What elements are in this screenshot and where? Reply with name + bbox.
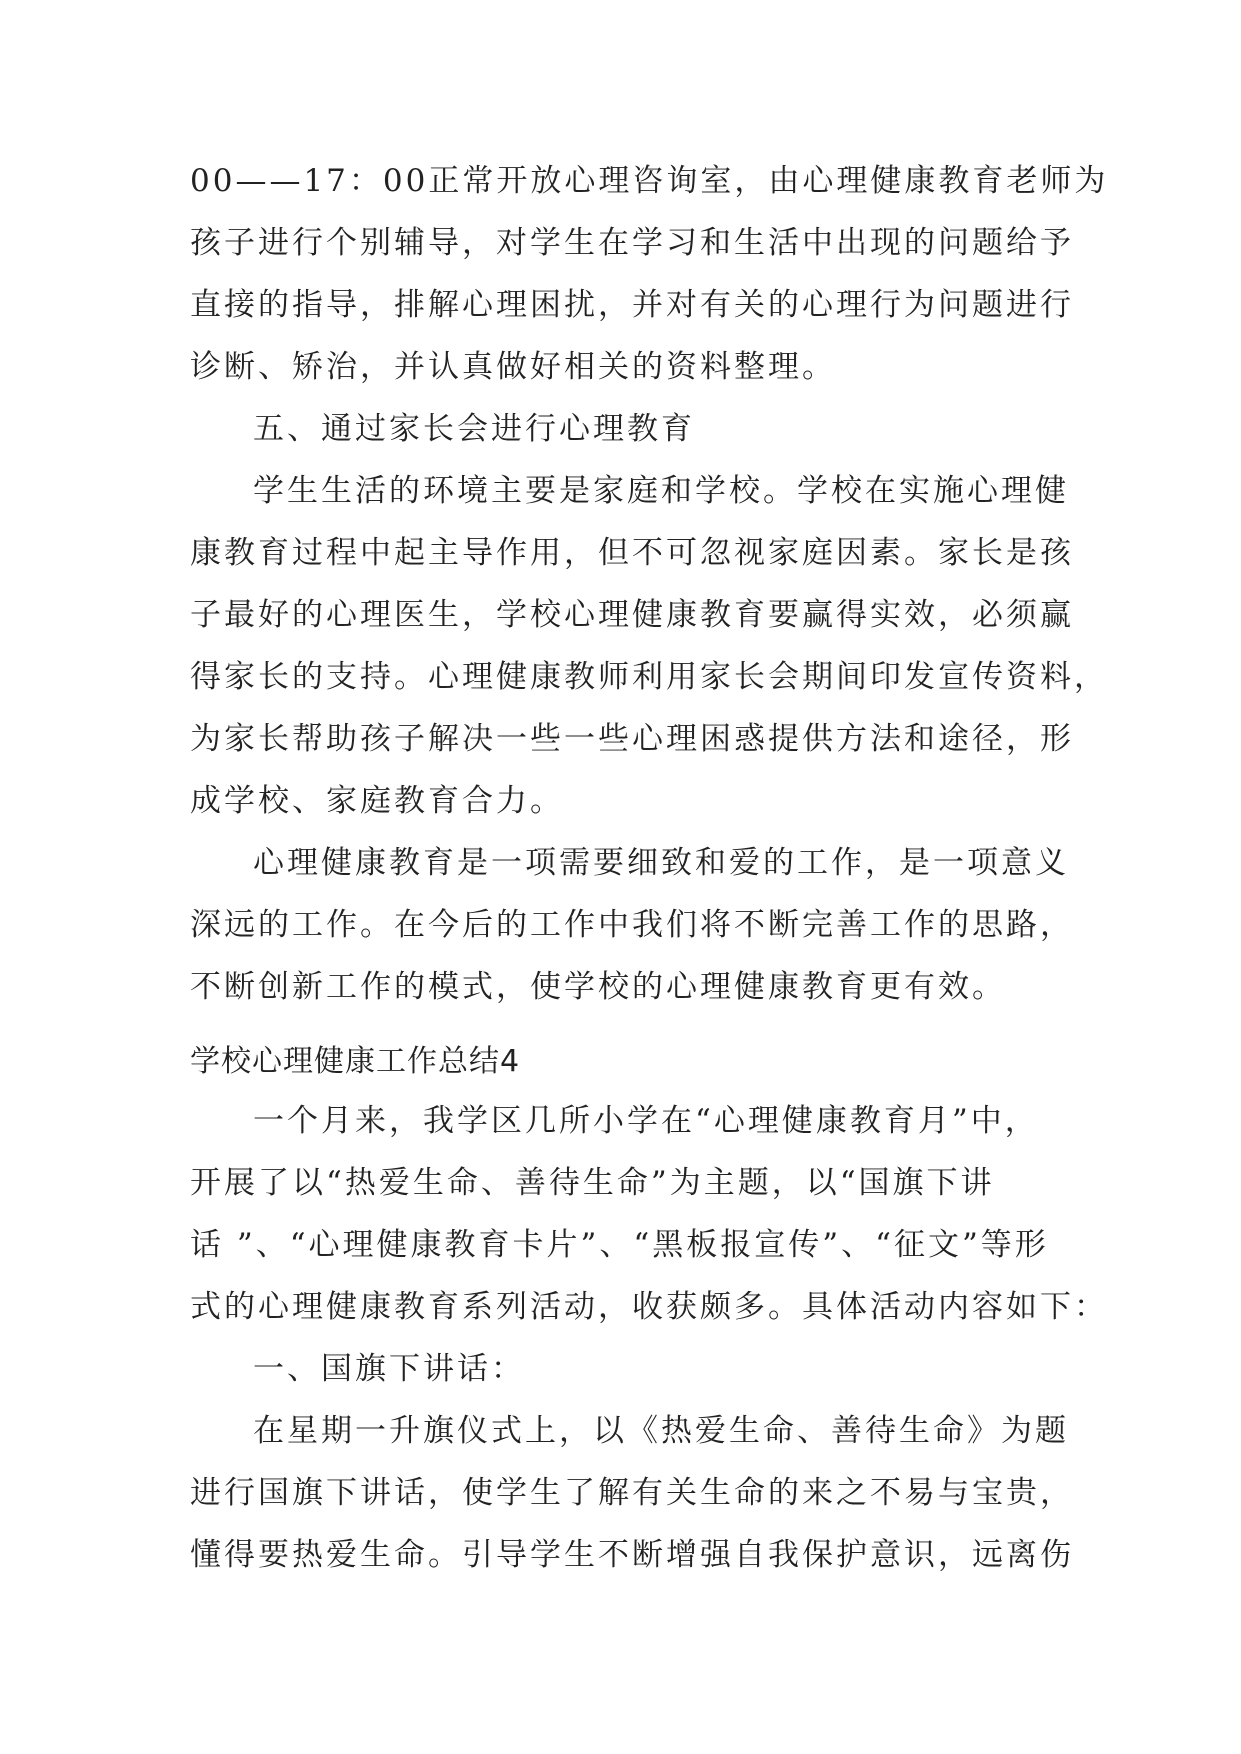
text-line: 深远的工作。在今后的工作中我们将不断完善工作的思路， [190,907,1074,943]
text-line: 式的心理健康教育系列活动，收获颇多。具体活动内容如下： [190,1289,1108,1325]
text-line: 在星期一升旗仪式上，以《热爱生命、善待生命》为题 [253,1413,1069,1449]
text-line: 子最好的心理医生，学校心理健康教育要赢得实效，必须赢 [190,597,1074,633]
text-line: 为家长帮助孩子解决一些一些心理困惑提供方法和途径，形 [190,721,1074,757]
text-line: 孩子进行个别辅导，对学生在学习和生活中出现的问题给予 [190,225,1074,261]
text-line: 直接的指导，排解心理困扰，并对有关的心理行为问题进行 [190,287,1074,323]
text-line: 心理健康教育是一项需要细致和爱的工作，是一项意义 [253,845,1069,881]
section-heading-five: 五、通过家长会进行心理教育 [253,411,695,447]
text-line: 得家长的支持。心理健康教师利用家长会期间印发宣传资料， [190,659,1108,695]
text-line: 00——17：00正常开放心理咨询室，由心理健康教育老师为 [190,163,1109,199]
section-title [190,1031,1066,1093]
body-text-block-2 [190,1090,1108,1586]
text-line: 一个月来，我学区几所小学在“心理健康教育月”中， [253,1103,1039,1139]
section-title-text: 学校心理健康工作总结4 [190,1044,521,1079]
text-line: 话 ”、“心理健康教育卡片”、“黑板报宣传”、“征文”等形 [190,1227,1049,1263]
text-line: 开展了以“热爱生命、善待生命”为主题，以“国旗下讲 [190,1165,995,1201]
text-line: 学生生活的环境主要是家庭和学校。学校在实施心理健 [253,473,1069,509]
text-line: 成学校、家庭教育合力。 [190,783,564,819]
text-line: 懂得要热爱生命。引导学生不断增强自我保护意识，远离伤 [190,1537,1074,1573]
text-line: 进行国旗下讲话，使学生了解有关生命的来之不易与宝贵， [190,1475,1074,1511]
text-line: 康教育过程中起主导作用，但不可忽视家庭因素。家长是孩 [190,535,1074,571]
section-heading-one: 一、国旗下讲话： [253,1351,525,1387]
body-text-block-1 [190,150,1109,1018]
text-line: 诊断、矫治，并认真做好相关的资料整理。 [190,349,836,385]
text-line: 不断创新工作的模式，使学校的心理健康教育更有效。 [190,969,1006,1005]
